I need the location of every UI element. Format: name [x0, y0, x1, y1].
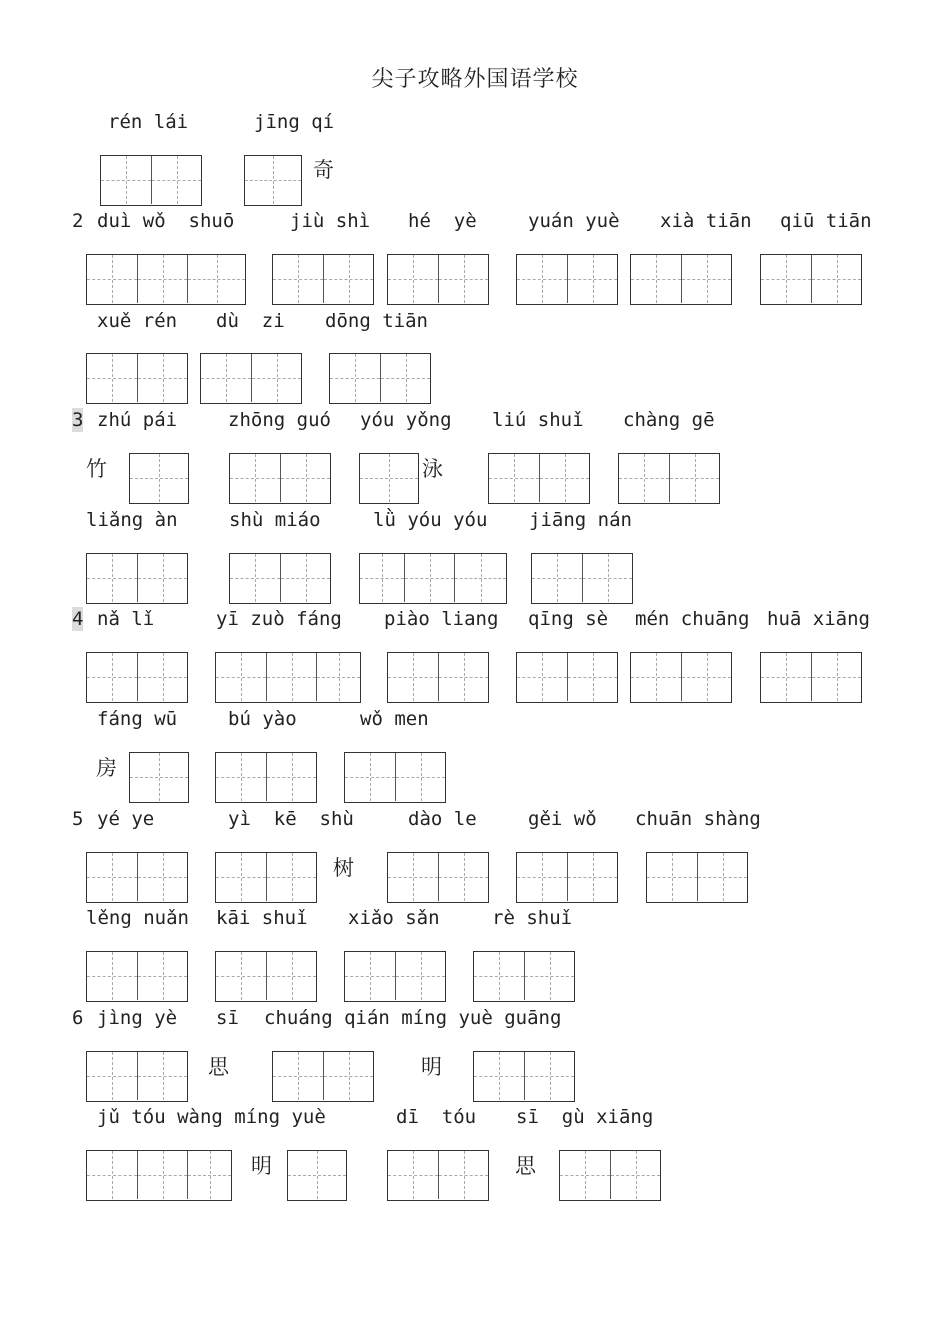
- write-grid-ju-tou-wang[interactable]: [86, 1150, 232, 1201]
- write-grid-qiu-tian[interactable]: [760, 254, 862, 305]
- write-grid-jiu-shi[interactable]: [272, 254, 374, 305]
- pinyin-bu-yao: bú yào: [228, 708, 297, 730]
- write-grid-gu-xiang[interactable]: [559, 1150, 661, 1201]
- write-grid-wu[interactable]: [129, 752, 189, 803]
- write-grid-bu-yao[interactable]: [215, 752, 317, 803]
- hint-char-shu: 树: [333, 856, 354, 880]
- pinyin-wo-men: wǒ men: [360, 708, 429, 730]
- hint-char-yong: 泳: [422, 457, 443, 481]
- write-grid-re-shui[interactable]: [473, 951, 575, 1002]
- pinyin-re-shui: rè shuǐ: [492, 907, 573, 929]
- pinyin-you-yong: yóu yǒng: [360, 409, 452, 431]
- pinyin-yi-zuo-fang: yī zuò fáng: [216, 608, 342, 630]
- write-grid-yuan-yue[interactable]: [516, 254, 618, 305]
- write-grid-xia-tian[interactable]: [630, 254, 732, 305]
- section-number-4: 4: [72, 608, 84, 630]
- pinyin-leng-nuan: lěng nuǎn: [86, 907, 189, 929]
- pinyin-dong-tian: dōng tiān: [325, 310, 428, 332]
- pinyin-liu-shui: liú shuǐ: [492, 409, 584, 431]
- pinyin-si-gu-xiang: sī gù xiāng: [516, 1106, 654, 1128]
- write-grid-yi-zuo-fang[interactable]: [215, 652, 361, 703]
- write-grid-dao-le[interactable]: [387, 852, 489, 903]
- pinyin-xiao-san: xiǎo sǎn: [348, 907, 440, 929]
- write-grid-you[interactable]: [359, 453, 419, 504]
- pinyin-yuan-yue: yuán yuè: [528, 210, 620, 232]
- pinyin-jing-qi: jīng qí: [254, 111, 335, 133]
- write-grid-liang-an[interactable]: [86, 553, 188, 604]
- section-number-6: 6: [72, 1007, 84, 1029]
- write-grid-liu-shui[interactable]: [488, 453, 590, 504]
- write-grid-lv-you-you[interactable]: [359, 553, 507, 604]
- write-grid-xue-ren[interactable]: [86, 353, 188, 404]
- write-grid-he-ye[interactable]: [387, 254, 489, 305]
- hint-char-ming-2: 明: [251, 1154, 272, 1178]
- write-grid-shu-miao[interactable]: [229, 553, 331, 604]
- write-grid-zhong-guo[interactable]: [229, 453, 331, 504]
- section-number-2: 2: [72, 210, 84, 232]
- pinyin-zhong-guo: zhōng guó: [228, 409, 331, 431]
- pinyin-lv-you-you: lǜ yóu yóu: [373, 509, 488, 531]
- hint-char-qi: 奇: [313, 158, 334, 182]
- pinyin-yi-ke-shu: yì kē shù: [228, 808, 354, 830]
- write-grid-piao-liang[interactable]: [387, 652, 489, 703]
- write-grid-chuang-qian[interactable]: [272, 1051, 374, 1102]
- pinyin-dui-wo-shuo: duì wǒ shuō: [97, 210, 235, 232]
- hint-char-si: 思: [208, 1055, 229, 1079]
- write-grid-du-zi[interactable]: [200, 353, 302, 404]
- write-grid-wo-men[interactable]: [344, 752, 446, 803]
- pinyin-piao-liang: piào liang: [384, 608, 499, 630]
- pinyin-ju-tou-wang-ming-yue: jǔ tóu wàng míng yuè: [97, 1106, 326, 1128]
- pinyin-na-li: nǎ lǐ: [97, 608, 155, 630]
- pinyin-men-chuang: mén chuāng: [635, 608, 750, 630]
- pinyin-he-ye: hé yè: [408, 210, 477, 232]
- pinyin-qing-se: qīng sè: [528, 608, 609, 630]
- write-grid-dong-tian[interactable]: [329, 353, 431, 404]
- write-grid-men-chuang[interactable]: [630, 652, 732, 703]
- write-grid-chang-ge[interactable]: [618, 453, 720, 504]
- section-number-5: 5: [72, 808, 84, 830]
- pinyin-jing-ye: jìng yè: [97, 1007, 178, 1029]
- pinyin-qiu-tian: qiū tiān: [780, 210, 872, 232]
- write-grid-jiang-nan[interactable]: [531, 553, 633, 604]
- write-grid-chuan-shang[interactable]: [646, 852, 748, 903]
- pinyin-liang-an: liǎng àn: [86, 509, 178, 531]
- hint-char-fang: 房: [96, 756, 117, 780]
- pinyin-chuan-shang: chuān shàng: [635, 808, 761, 830]
- write-grid-leng-nuan[interactable]: [86, 951, 188, 1002]
- hint-char-ming: 明: [421, 1055, 442, 1079]
- section-number-3: 3: [72, 409, 84, 431]
- write-grid-dui-wo-shuo[interactable]: [86, 254, 246, 305]
- pinyin-di-tou: dī tóu: [396, 1106, 477, 1128]
- write-grid-ye-ye[interactable]: [86, 852, 188, 903]
- worksheet-title: 尖子攻略外国语学校: [371, 67, 579, 92]
- pinyin-fang-wu: fáng wū: [97, 708, 178, 730]
- pinyin-du-zi: dù zi: [216, 310, 285, 332]
- write-grid-jing-ye[interactable]: [86, 1051, 188, 1102]
- pinyin-shu-miao: shù miáo: [229, 509, 321, 531]
- pinyin-jiang-nan: jiāng nán: [529, 509, 632, 531]
- pinyin-dao-le: dào le: [408, 808, 477, 830]
- pinyin-ren-lai: rén lái: [108, 111, 189, 133]
- write-grid-gei-wo[interactable]: [516, 852, 618, 903]
- pinyin-gei-wo: gěi wǒ: [528, 808, 597, 830]
- pinyin-chang-ge: chàng gē: [623, 409, 715, 431]
- write-grid-yue-guang[interactable]: [473, 1051, 575, 1102]
- hint-char-zhu: 竹: [86, 457, 107, 481]
- write-grid-jing[interactable]: [244, 155, 302, 206]
- write-grid-di-tou[interactable]: [387, 1150, 489, 1201]
- hint-char-si-2: 思: [515, 1154, 536, 1178]
- pinyin-kai-shui: kāi shuǐ: [216, 907, 308, 929]
- write-grid-yue[interactable]: [287, 1150, 347, 1201]
- pinyin-ye-ye: yé ye: [97, 808, 155, 830]
- write-grid-qing-se[interactable]: [516, 652, 618, 703]
- pinyin-xia-tian: xià tiān: [660, 210, 752, 232]
- write-grid-pai[interactable]: [129, 453, 189, 504]
- pinyin-xue-ren: xuě rén: [97, 310, 178, 332]
- pinyin-zhu-pai: zhú pái: [97, 409, 178, 431]
- pinyin-jiu-shi: jiù shì: [290, 210, 371, 232]
- pinyin-si: sī: [216, 1007, 239, 1029]
- pinyin-chuang-qian-ming-yue-guang: chuáng qián míng yuè guāng: [264, 1007, 562, 1029]
- write-grid-hua-xiang[interactable]: [760, 652, 862, 703]
- write-grid-xiao-san[interactable]: [344, 951, 446, 1002]
- write-grid-ren-lai[interactable]: [100, 155, 202, 206]
- write-grid-yi-ke[interactable]: [215, 852, 317, 903]
- pinyin-hua-xiang: huā xiāng: [767, 608, 870, 630]
- write-grid-na-li[interactable]: [86, 652, 188, 703]
- write-grid-kai-shui[interactable]: [215, 951, 317, 1002]
